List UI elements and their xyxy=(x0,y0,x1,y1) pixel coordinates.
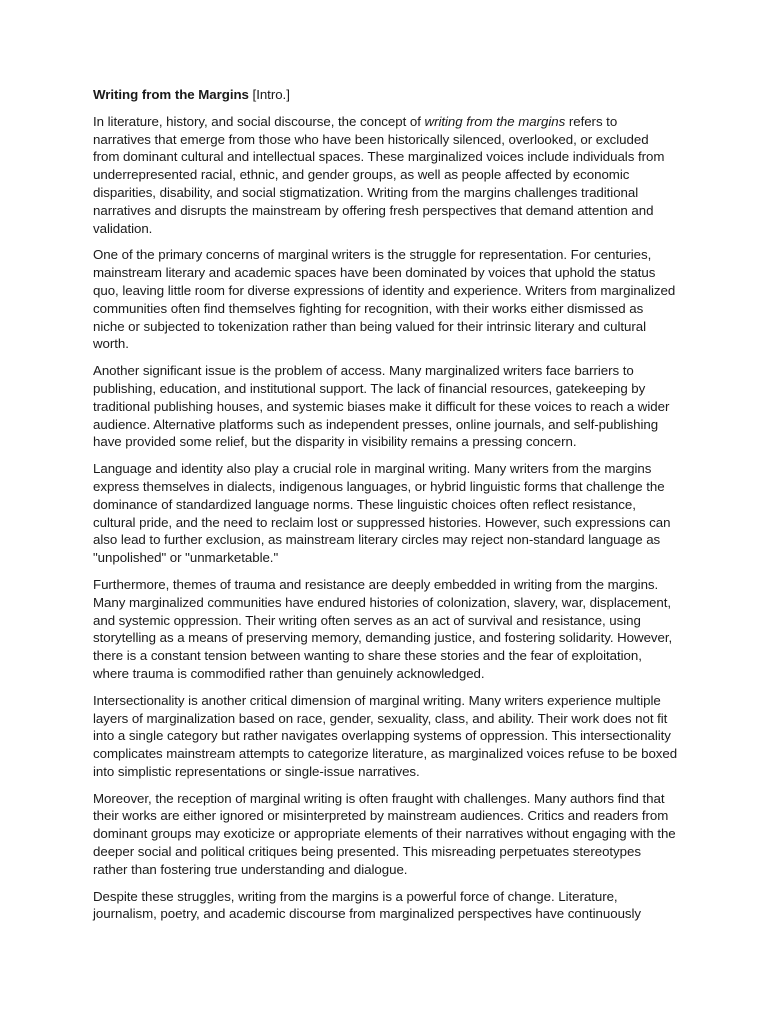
document-heading xyxy=(93,86,678,104)
heading-title: Writing from the Margins xyxy=(93,87,249,102)
body-paragraph-reception: Moreover, the reception of marginal writing is often fraught with challenges. Many authors find that their works are either ignored or misinterpreted by mainstream audiences. Critics and readers from dominant groups may exoticize or appropriate elements of their narratives without engaging with the deeper social and political critiques being presented. This misreading perpetuates stereotypes rather than fostering true understanding and dialogue. xyxy=(93,790,676,877)
document-page xyxy=(93,86,678,932)
body-paragraph-intersectionality: Intersectionality is another critical dimension of marginal writing. Many writers experience multiple layers of marginalization based on race, gender, sexuality, class, and ability. Their work does not fit into a single category but rather navigates overlapping systems of oppression. This intersectionality complicates mainstream attempts to categorize literature, as marginalized voices refuse to be boxed into simplistic representations or single-issue narratives. xyxy=(93,692,678,779)
intro-text-after: refers to narratives that emerge from those who have been historically silenced, overlooked, or excluded from dominant cultural and intellectual spaces. These marginalized voices include individuals from underrepresented racial, ethnic, and gender groups, as well as people affected by economic disparities, disability, and social stigmatization. Writing from the margins challenges traditional narratives and disrupts the mainstream by offering fresh perspectives that demand attention and validation. xyxy=(93,113,665,236)
heading-suffix: [Intro.] xyxy=(248,87,290,102)
body-paragraph-access: Another significant issue is the problem of access. Many marginalized writers face barriers to publishing, education, and institutional support. The lack of financial resources, gatekeeping by traditional publishing houses, and systemic biases make it difficult for these voices to reach a wider audience. Alternative platforms such as independent presses, online journals, and self-publishing have provided some relief, but the disparity in visibility remains a pressing concern. xyxy=(93,363,670,450)
body-paragraph-trauma: Furthermore, themes of trauma and resistance are deeply embedded in writing from the margins. Many marginalized communities have endured histories of colonization, slavery, war, displacement, and systemic oppression. Their writing often serves as an act of survival and resistance, using storytelling as a means of preserving memory, demanding justice, and fostering solidarity. However, there is a constant tension between wanting to share these stories and the fear of exploitation, where trauma is commodified rather than genuinely acknowledged. xyxy=(93,576,673,681)
intro-text-before: In literature, history, and social discourse, the concept of xyxy=(93,113,425,129)
intro-italic-term: writing from the margins xyxy=(424,113,566,129)
intro-paragraph xyxy=(93,113,678,238)
body-paragraph-language: Language and identity also play a crucial role in marginal writing. Many writers from the margins express themselves in dialects, indigenous languages, or hybrid linguistic forms that challenge the dominance of standardized language norms. These linguistic choices often reflect resistance, cultural pride, and the need to reclaim lost or suppressed histories. However, such expressions can also lead to further exclusion, as mainstream literary circles may reject non-standard language as "unpolished" or "unmarketable." xyxy=(93,461,671,566)
body-paragraph-change: Despite these struggles, writing from the margins is a powerful force of change. Literature, journalism, poetry, and academic discourse from marginalized perspectives have continuously xyxy=(93,888,642,922)
body-paragraph-representation: One of the primary concerns of marginal writers is the struggle for representation. For centuries, mainstream literary and academic spaces have been dominated by voices that uphold the status quo, leaving little room for diverse expressions of identity and experience. Writers from marginalized communities often find themselves fighting for recognition, with their works either dismissed as niche or subjected to tokenization rather than being valued for their intrinsic literary and cultural worth. xyxy=(93,247,676,352)
